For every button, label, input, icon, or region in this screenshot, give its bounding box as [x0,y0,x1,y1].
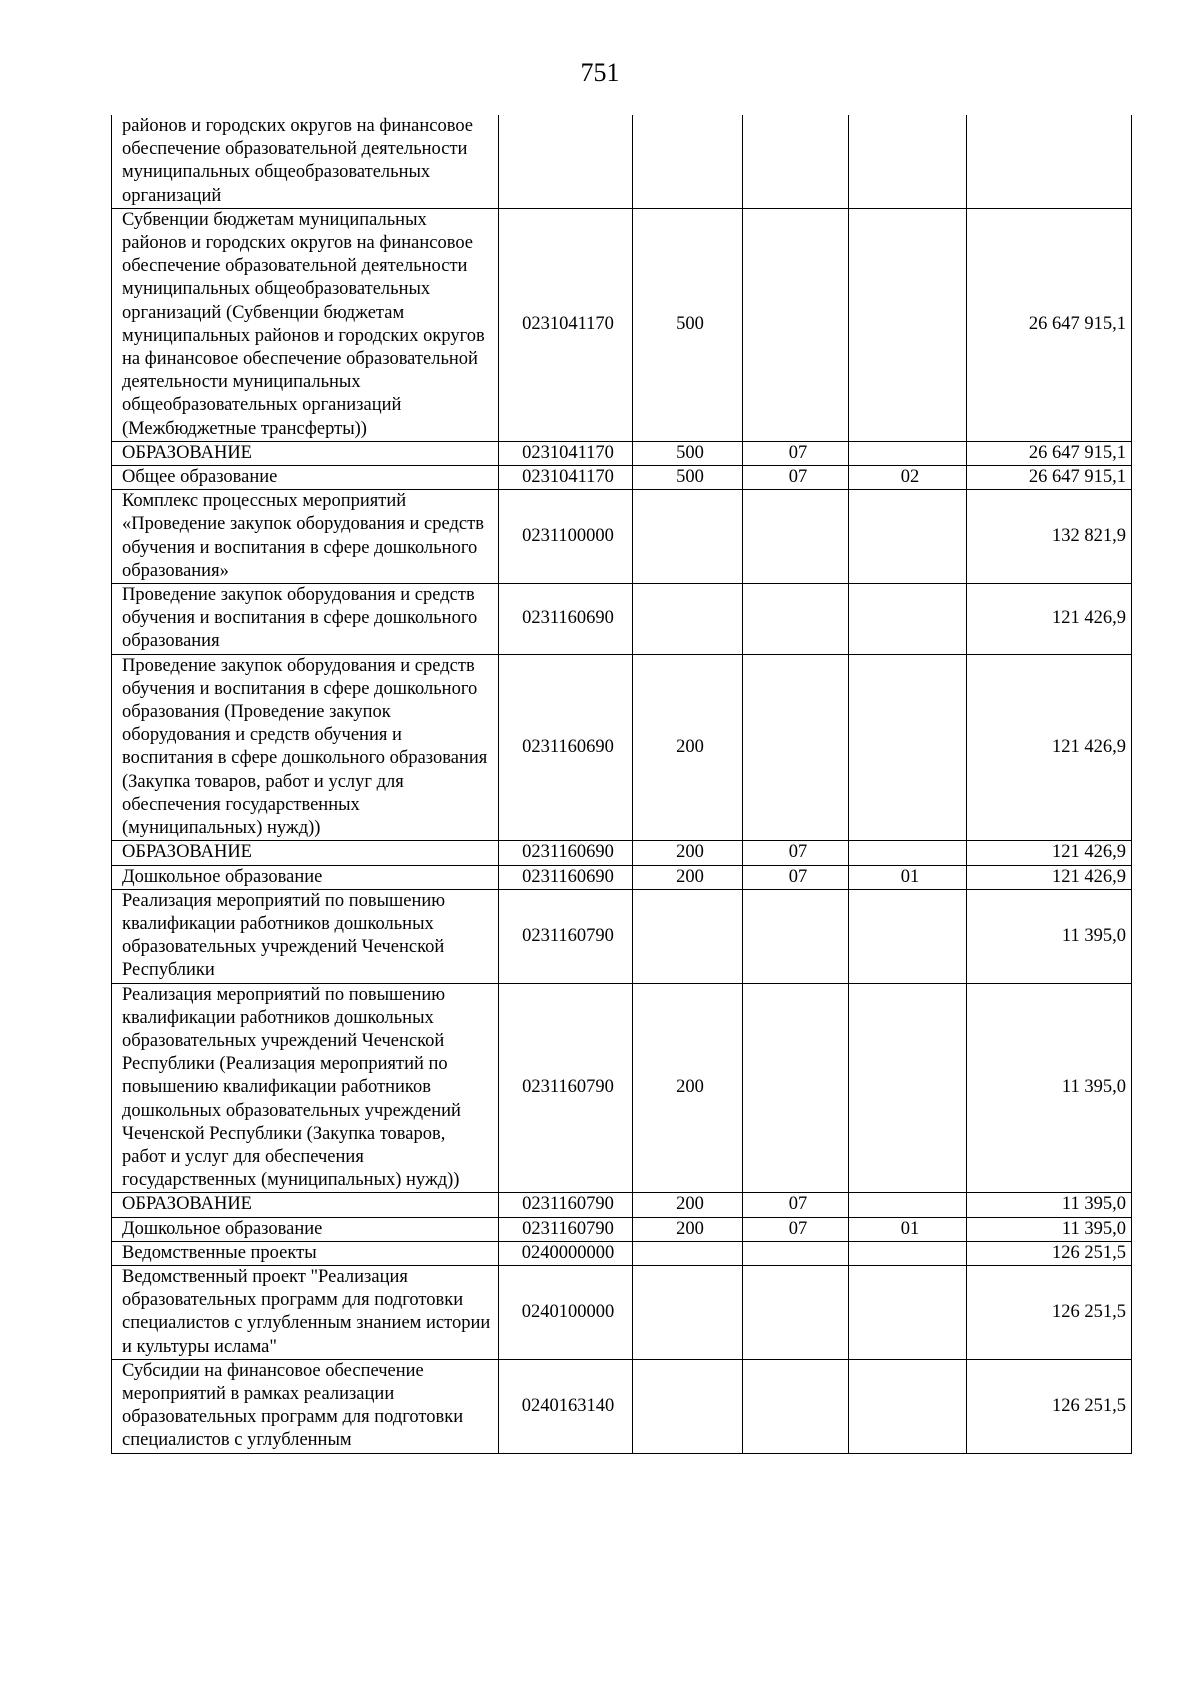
row-amount: 11 395,0 [967,889,1132,983]
row-section [743,1359,849,1453]
row-target-article: 0231160790 [499,889,633,983]
row-name: Комплекс процессных мероприятий «Проведение закупок оборудования и средств обучения и воспитания в сфере дошкольного образования» [112,490,499,584]
row-section: 07 [743,441,849,465]
table-row [112,466,1132,490]
table-row [112,1265,1132,1359]
row-target-article: 0231041170 [499,441,633,465]
row-section [743,208,849,441]
row-name: районов и городских округов на финансовое обеспечение образовательной деятельности муниципальных общеобразовательных организаций [112,115,499,208]
table-row [112,1217,1132,1241]
row-expense-type [633,490,743,584]
row-target-article: 0231160690 [499,584,633,655]
row-amount: 126 251,5 [967,1265,1132,1359]
row-amount: 126 251,5 [967,1359,1132,1453]
row-amount: 121 426,9 [967,841,1132,865]
row-target-article: 0231160690 [499,865,633,889]
row-section [743,115,849,208]
row-name: Ведомственный проект "Реализация образовательных программ для подготовки специалистов с углубленным знанием истории и культуры ислама" [112,1265,499,1359]
row-section [743,1241,849,1265]
row-subsection [849,584,967,655]
row-expense-type [633,889,743,983]
budget-table-body [112,115,1132,1453]
row-section: 07 [743,865,849,889]
row-section: 07 [743,841,849,865]
row-subsection [849,1265,967,1359]
table-row [112,208,1132,441]
row-amount: 126 251,5 [967,1241,1132,1265]
row-expense-type: 200 [633,1217,743,1241]
row-name: Субвенции бюджетам муниципальных районов и городских округов на финансовое обеспечение образовательной деятельности муниципальных общеобразовательных организаций (Субвенции бюджетам муниципальных районов и городских округов на финансовое обеспечение образовательной деятельности муниципальных общеобразовательных организаций (Межбюджетные трансферты)) [112,208,499,441]
row-subsection [849,1193,967,1217]
row-target-article: 0240100000 [499,1265,633,1359]
row-name: Дошкольное образование [112,865,499,889]
row-amount: 11 395,0 [967,983,1132,1193]
row-amount: 121 426,9 [967,584,1132,655]
row-subsection [849,1359,967,1453]
table-row [112,1359,1132,1453]
row-amount: 121 426,9 [967,865,1132,889]
row-target-article: 0231041170 [499,208,633,441]
row-subsection [849,441,967,465]
row-amount: 26 647 915,1 [967,441,1132,465]
table-row [112,584,1132,655]
row-expense-type [633,1241,743,1265]
row-section [743,584,849,655]
row-target-article [499,115,633,208]
row-target-article: 0231160790 [499,1217,633,1241]
row-name: Дошкольное образование [112,1217,499,1241]
row-expense-type: 200 [633,865,743,889]
row-expense-type: 500 [633,466,743,490]
row-amount: 11 395,0 [967,1193,1132,1217]
row-subsection [849,490,967,584]
row-amount: 11 395,0 [967,1217,1132,1241]
row-name: Проведение закупок оборудования и средств обучения и воспитания в сфере дошкольного образования (Проведение закупок оборудования и средств обучения и воспитания в сфере дошкольного образования (Закупка товаров, работ и услуг для обеспечения государственных (муниципальных) нужд)) [112,654,499,841]
table-row [112,115,1132,208]
table-row [112,1241,1132,1265]
row-subsection [849,1241,967,1265]
row-section [743,1265,849,1359]
table-row [112,441,1132,465]
row-expense-type: 200 [633,983,743,1193]
row-name: Общее образование [112,466,499,490]
row-target-article: 0240000000 [499,1241,633,1265]
row-target-article: 0231160790 [499,1193,633,1217]
row-target-article: 0231160790 [499,983,633,1193]
row-section [743,654,849,841]
row-expense-type: 200 [633,654,743,841]
table-row [112,865,1132,889]
row-expense-type [633,1359,743,1453]
row-name: ОБРАЗОВАНИЕ [112,841,499,865]
page-number: 751 [580,58,620,87]
table-row [112,841,1132,865]
row-section: 07 [743,466,849,490]
row-amount: 26 647 915,1 [967,466,1132,490]
table-row [112,1193,1132,1217]
row-section [743,983,849,1193]
row-subsection [849,654,967,841]
row-name: Проведение закупок оборудования и средств обучения и воспитания в сфере дошкольного образования [112,584,499,655]
row-expense-type: 200 [633,841,743,865]
row-expense-type: 500 [633,208,743,441]
row-name: Реализация мероприятий по повышению квалификации работников дошкольных образовательных учреждений Чеченской Республики [112,889,499,983]
row-subsection [849,889,967,983]
row-expense-type [633,115,743,208]
row-subsection: 02 [849,466,967,490]
row-amount: 121 426,9 [967,654,1132,841]
row-expense-type [633,1265,743,1359]
row-target-article: 0231160690 [499,654,633,841]
row-name: ОБРАЗОВАНИЕ [112,441,499,465]
row-subsection [849,208,967,441]
budget-table [111,115,1132,1454]
row-target-article: 0231160690 [499,841,633,865]
row-section: 07 [743,1193,849,1217]
row-section [743,490,849,584]
row-section: 07 [743,1217,849,1241]
row-target-article: 0231100000 [499,490,633,584]
row-name: Реализация мероприятий по повышению квалификации работников дошкольных образовательных учреждений Чеченской Республики (Реализация мероприятий по повышению квалификации работников дошкольных образовательных учреждений Чеченской Республики (Закупка товаров, работ и услуг для обеспечения государственных (муниципальных) нужд)) [112,983,499,1193]
row-amount [967,115,1132,208]
row-expense-type [633,584,743,655]
row-expense-type: 200 [633,1193,743,1217]
row-subsection: 01 [849,865,967,889]
row-amount: 132 821,9 [967,490,1132,584]
row-target-article: 0240163140 [499,1359,633,1453]
row-subsection: 01 [849,1217,967,1241]
row-amount: 26 647 915,1 [967,208,1132,441]
row-name: Субсидии на финансовое обеспечение мероприятий в рамках реализации образовательных программ для подготовки специалистов с углубленным [112,1359,499,1453]
row-section [743,889,849,983]
table-row [112,654,1132,841]
row-expense-type: 500 [633,441,743,465]
row-subsection [849,841,967,865]
row-subsection [849,983,967,1193]
row-name: Ведомственные проекты [112,1241,499,1265]
table-row [112,983,1132,1193]
table-row [112,490,1132,584]
table-row [112,889,1132,983]
row-target-article: 0231041170 [499,466,633,490]
row-name: ОБРАЗОВАНИЕ [112,1193,499,1217]
row-subsection [849,115,967,208]
